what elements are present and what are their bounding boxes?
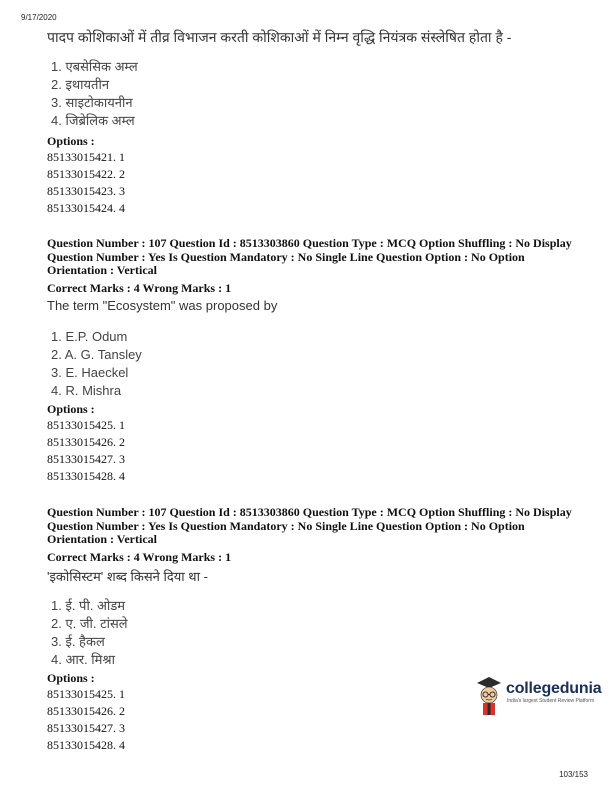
question-text-1: पादप कोशिकाओं में तीव्र विभाजन करती कोशिकाओं में निम्न वृद्धि नियंत्रक संस्लेषित होता है - <box>47 29 512 45</box>
marks-2: Correct Marks : 4 Wrong Marks : 1 <box>47 281 232 295</box>
option-item: 2. इथायतीन <box>51 77 110 92</box>
mascot-icon <box>474 675 504 717</box>
marks-3: Correct Marks : 4 Wrong Marks : 1 <box>47 550 232 564</box>
question-meta-2: Question Number : 107 Question Id : 8513303860 Question Type : MCQ Option Shuffling : No Display Question Number : Yes Is Question Mandatory : No Single Line Question Option : No Option Orientation : Vertical <box>47 236 572 277</box>
option-item: 3. साइटोकायनीन <box>51 95 133 110</box>
question-text-2: The term "Ecosystem" was proposed by <box>47 298 278 313</box>
option-id: 85133015424. 4 <box>47 201 125 215</box>
option-item: 2. A. G. Tansley <box>51 347 142 362</box>
print-date: 9/17/2020 <box>21 13 57 22</box>
option-id: 85133015428. 4 <box>47 738 125 752</box>
logo-tagline: India's largest Student Review Platform <box>507 698 595 704</box>
option-ids-1 <box>47 149 125 217</box>
option-item: 3. E. Haeckel <box>51 365 129 380</box>
option-id: 85133015426. 2 <box>47 704 125 718</box>
option-item: 1. E.P. Odum <box>51 329 128 344</box>
question-text-3: 'इकोसिस्टम' शब्द किसने दिया था - <box>47 569 208 584</box>
option-id: 85133015425. 1 <box>47 687 125 701</box>
option-item: 4. आर. मिश्रा <box>51 652 115 667</box>
option-list-1 <box>51 58 138 130</box>
option-id: 85133015422. 2 <box>47 167 125 181</box>
option-item: 1. एबसेसिक अम्ल <box>51 59 138 74</box>
option-item: 4. जिब्रेलिक अम्ल <box>51 113 135 128</box>
option-ids-2 <box>47 417 125 485</box>
option-item: 4. R. Mishra <box>51 383 122 398</box>
options-heading-1: Options : <box>47 134 95 148</box>
option-list-2 <box>51 328 142 400</box>
option-id: 85133015426. 2 <box>47 435 125 449</box>
logo-wordmark: collegedunia <box>506 680 602 697</box>
option-id: 85133015421. 1 <box>47 150 125 164</box>
option-list-3 <box>51 597 128 669</box>
options-heading-2: Options : <box>47 402 95 416</box>
options-heading-3: Options : <box>47 671 95 685</box>
option-id: 85133015427. 3 <box>47 452 125 466</box>
option-ids-3 <box>47 686 125 754</box>
option-item: 2. ए. जी. टांसले <box>51 616 128 631</box>
option-id: 85133015428. 4 <box>47 469 125 483</box>
option-item: 3. ई. हैकल <box>51 634 105 649</box>
collegedunia-logo <box>474 675 602 719</box>
option-id: 85133015425. 1 <box>47 418 125 432</box>
option-item: 1. ई. पी. ओडम <box>51 598 126 613</box>
option-id: 85133015427. 3 <box>47 721 125 735</box>
question-meta-3: Question Number : 107 Question Id : 8513303860 Question Type : MCQ Option Shuffling : No Display Question Number : Yes Is Question Mandatory : No Single Line Question Option : No Option Orientation : Vertical <box>47 505 572 546</box>
option-id: 85133015423. 3 <box>47 184 125 198</box>
page-number: 103/153 <box>559 770 588 779</box>
